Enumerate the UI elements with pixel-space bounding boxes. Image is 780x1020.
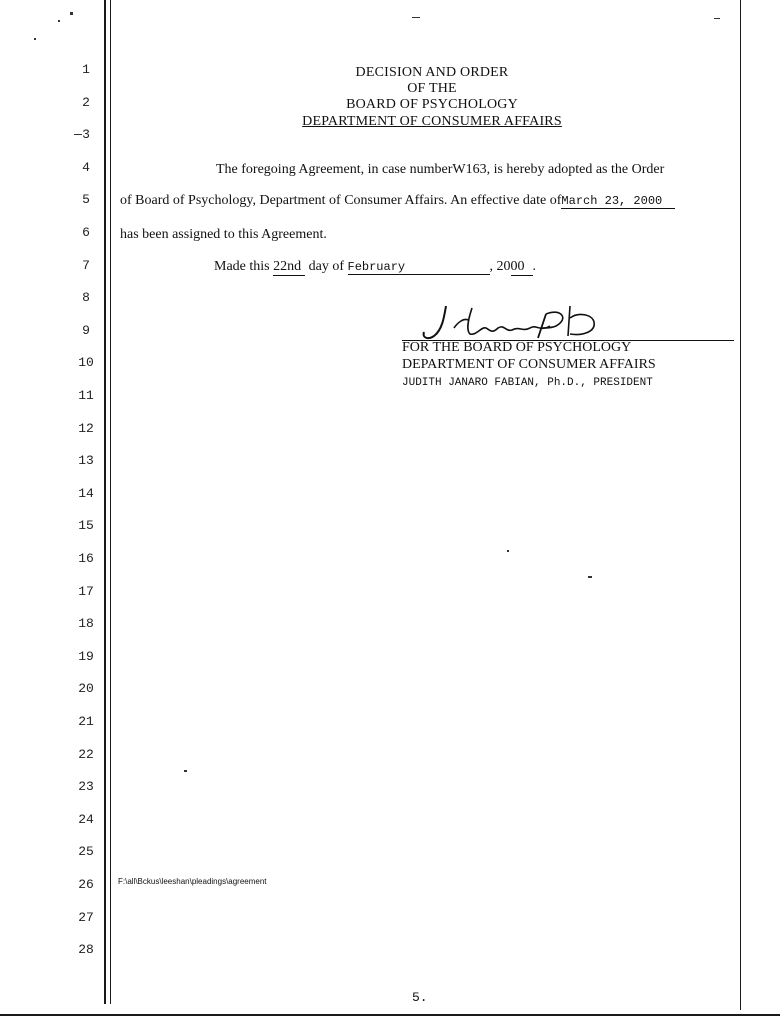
- left-margin-rule-outer: [104, 0, 106, 1004]
- year-prefix: , 20: [489, 259, 511, 274]
- line-number: 1: [82, 62, 90, 77]
- line-number: 21: [78, 714, 94, 729]
- scan-speck: [58, 20, 60, 22]
- line-number: 13: [78, 453, 94, 469]
- line-number: 16: [78, 551, 94, 566]
- line-number: 23: [78, 779, 94, 795]
- line-number: 2: [82, 94, 90, 110]
- caption-line-4: DEPARTMENT OF CONSUMER AFFAIRS: [302, 114, 562, 129]
- line-number: 10: [78, 355, 94, 371]
- line-number: 14: [78, 485, 94, 501]
- day-field: 22nd: [273, 259, 305, 276]
- line-number: 9: [82, 322, 90, 338]
- scan-speck: [74, 134, 82, 135]
- year-field: 00: [511, 259, 533, 276]
- line-number: 24: [78, 811, 94, 827]
- caption-line-3: BOARD OF PSYCHOLOGY: [346, 97, 518, 112]
- line-number: 19: [78, 648, 94, 664]
- line-number: 15: [78, 518, 94, 534]
- line-number: 26: [78, 877, 94, 892]
- day-of-label: day of: [308, 259, 344, 274]
- line-number: 11: [78, 388, 94, 403]
- scan-speck: [588, 576, 592, 578]
- signature-name-line: JUDITH JANARO FABIAN, Ph.D., PRESIDENT: [402, 377, 653, 389]
- caption-line-2: OF THE: [407, 81, 457, 96]
- line-number: 25: [78, 844, 94, 860]
- line-number: 20: [78, 681, 94, 697]
- scan-speck: [412, 17, 420, 18]
- scan-speck: [184, 770, 187, 772]
- body-line-3: has been assigned to this Agreement.: [120, 227, 327, 242]
- line-number: 22: [78, 746, 94, 762]
- scan-speck: [507, 550, 509, 552]
- scan-speck: [70, 12, 73, 15]
- line-number: 17: [78, 583, 94, 599]
- line-number: 7: [82, 257, 90, 273]
- scan-speck: [714, 18, 720, 19]
- line-number: 3: [82, 127, 90, 143]
- line-number: 8: [82, 290, 90, 306]
- made-this-label: Made this: [214, 259, 270, 274]
- page-number: 5.: [412, 990, 428, 1005]
- effective-date-field: March 23, 2000: [561, 194, 675, 209]
- left-margin-rule-inner: [110, 0, 111, 1004]
- file-path: F:\all\Bckus\leeshan\pleadings\agreement: [118, 877, 267, 886]
- bottom-rule: [0, 1014, 780, 1016]
- year-suffix: .: [532, 259, 536, 274]
- line-number: 4: [82, 159, 90, 175]
- line-number: 6: [82, 225, 90, 240]
- signature-dept-line: DEPARTMENT OF CONSUMER AFFAIRS: [402, 357, 656, 372]
- right-margin-rule: [740, 0, 741, 1010]
- month-field: February: [348, 260, 490, 275]
- line-number: 28: [78, 942, 94, 958]
- body-line-2-text: of Board of Psychology, Department of Consumer Affairs. An effective date of: [120, 193, 562, 208]
- line-number: 27: [78, 909, 94, 925]
- made-this-line: [214, 259, 536, 276]
- body-line-1: The foregoing Agreement, in case numberW163, is hereby adopted as the Order: [216, 162, 665, 177]
- line-number: 18: [78, 616, 94, 632]
- line-number: 5: [82, 192, 90, 208]
- line-number: 12: [78, 420, 94, 436]
- scan-speck: [34, 38, 36, 40]
- signature-for-line: FOR THE BOARD OF PSYCHOLOGY: [402, 340, 632, 355]
- caption-line-1: DECISION AND ORDER: [355, 65, 509, 80]
- body-line-2: [120, 193, 675, 209]
